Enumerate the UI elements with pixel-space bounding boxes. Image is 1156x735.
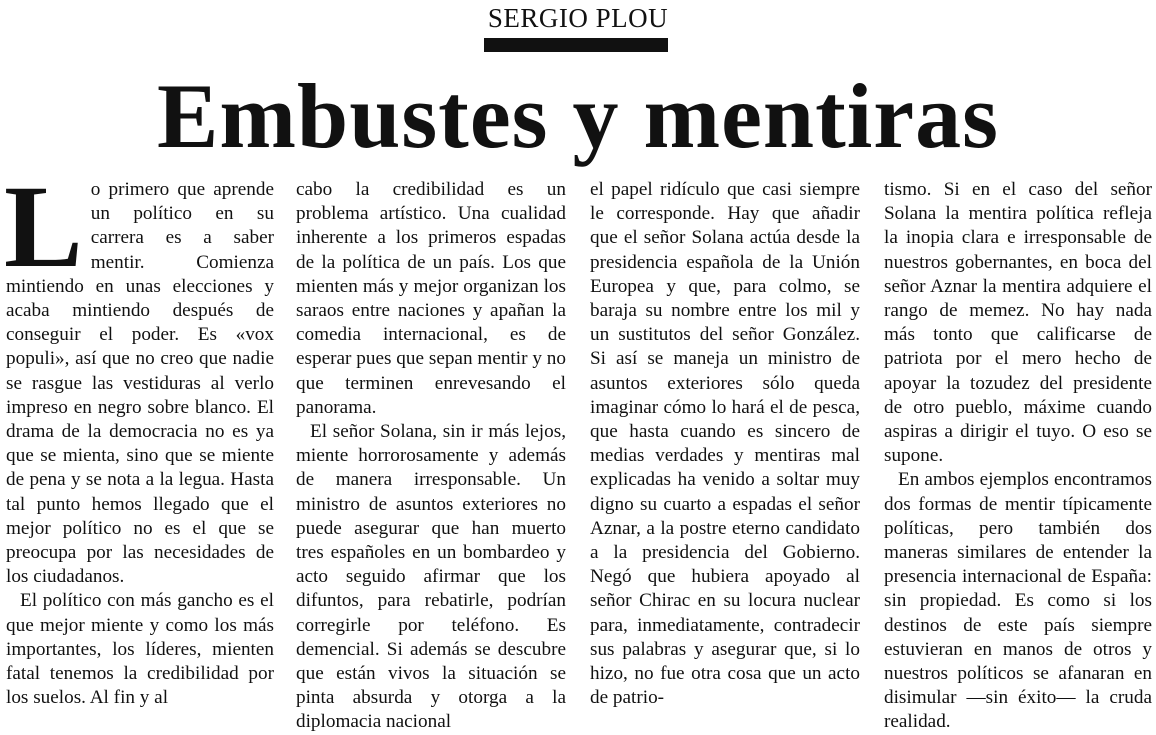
article-column-3 xyxy=(590,178,860,709)
paragraph: En ambos ejemplos encontramos dos formas de mentir típicamente políticas, pero también dos maneras similares de entender la presencia internacional de España: sin propiedad. Es como si los destinos de este país siempre estuvieran en manos de otros y nuestros políticos se afanaran en disimular —sin éxito— la cruda realidad. xyxy=(884,469,1152,733)
paragraph: el papel ridículo que casi siempre le corresponde. Hay que añadir que el señor Solana actúa desde la presidencia española de la Unión Europea y que, para colmo, se baraja su nombre entre los mil y un sustitutos del señor González. Si así se maneja un ministro de asuntos exteriores sólo queda imaginar cómo lo hará el de pesca, que hasta cuando es sincero de medias verdades y mentiras mal explicadas ha venido a soltar muy digno su cuarto a espadas el señor Aznar, a la postre eterno candidato a la presidencia del Gobierno. Negó que hubiera apoyado al señor Chirac en su locura nuclear para, inmediatamente, contradecir sus palabras y asegurar que, si lo hizo, no fue otra cosa que un acto de patrio- xyxy=(590,179,860,709)
byline-rule xyxy=(484,38,668,52)
author-byline: SERGIO PLOU xyxy=(487,3,669,33)
paragraph: tismo. Si en el caso del señor Solana la mentira política refleja la inopia clara e irresponsable de nuestros gobernantes, en boca del señor Aznar la mentira adquiere el rango de memez. No hay nada más tonto que calificarse de patriota por el mero hecho de apoyar la tozudez del presidente de otro pueblo, máxime cuando aspiras a dirigir el tuyo. O eso se supone. xyxy=(884,179,1152,467)
article-column-2 xyxy=(296,178,566,733)
drop-cap: L xyxy=(4,161,83,292)
paragraph: cabo la credibilidad es un problema artístico. Una cualidad inherente a los primeros espadas de la política de un país. Los que mienten más y mejor organizan los saraos entre naciones y apañan la comedia internacional, es de esperar pues que sepan mentir y no que terminen enrevesando el panorama. xyxy=(296,179,566,418)
article-headline: Embustes y mentiras xyxy=(157,65,999,167)
article-column-1 xyxy=(4,161,274,709)
paragraph: o primero que aprende un político en su carrera es a saber mentir. Comienza mintiendo en unas elecciones y acaba mintiendo después de conseguir el poder. Es «vox populi», así que no creo que nadie se rasgue las vestiduras al verlo impreso en negro sobre blanco. El drama de la democracia no es ya que se mienta, sino que se miente de pena y se nota a la legua. Hasta tal punto hemos llegado que el mejor político no es el que se preocupa por las necesidades de los ciudadanos. xyxy=(6,179,274,588)
paragraph: El político con más gancho es el que mejor miente y como los más importantes, los líderes, mienten fatal tenemos la credibilidad por los suelos. Al fin y al xyxy=(6,590,274,709)
article-column-4 xyxy=(884,178,1152,733)
paragraph: El señor Solana, sin ir más lejos, miente horrorosamente y además de manera irresponsable. Un ministro de asuntos exteriores no puede asegurar que han muerto tres españoles en un bombardeo y acto seguido afirmar que los difuntos, para rebatirle, podrían corregirle por teléfono. Es demencial. Si además se descubre que están vivos la situación se pinta absurda y otorga a la diplomacia nacional xyxy=(296,421,566,733)
